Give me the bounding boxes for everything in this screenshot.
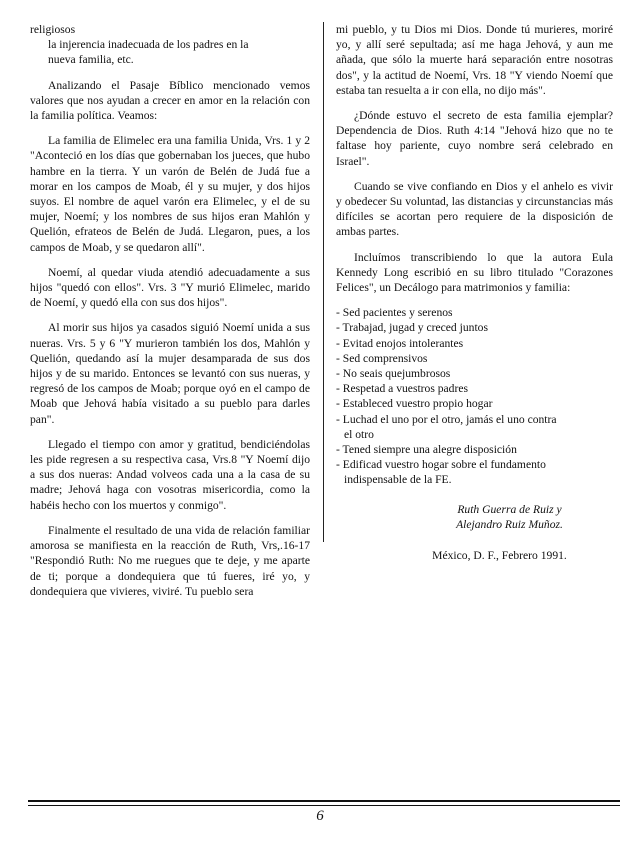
paragraph: ¿Dónde estuvo el secreto de esta familia ejemplar? Dependencia de Dios. Ruth 4:14 "Jehová hizo que no te faltase hoy pariente, cuyo nombre será celebrado en Israel". bbox=[336, 109, 613, 168]
signature-line: Ruth Guerra de Ruiz y bbox=[457, 502, 562, 516]
signature bbox=[406, 502, 613, 532]
column-divider bbox=[323, 22, 324, 542]
list-item bbox=[336, 320, 613, 335]
place-date: México, D. F., Febrero 1991. bbox=[432, 548, 567, 562]
intro-line: religiosos bbox=[30, 23, 76, 36]
page-number: 6 bbox=[316, 808, 324, 824]
list-item bbox=[336, 351, 613, 366]
list-item bbox=[336, 412, 613, 442]
paragraph: Cuando se vive confiando en Dios y el anhelo es vivir y obedecer Su voluntad, las distancias y circunstancias más difíciles se acortan pero requiere de la disposición de ambas partes. bbox=[336, 179, 613, 239]
list-item bbox=[336, 336, 613, 351]
list-item bbox=[336, 366, 613, 381]
list-item-text: - Edificad vuestro hogar sobre el fundamento bbox=[336, 458, 546, 472]
paragraph: Al morir sus hijos ya casados siguió Noemí unida a sus nueras. Vrs. 5 y 6 "Y murieron también los dos, Mahlón y Quelión, quedando así la mujer desamparada de sus dos hijos y de su marido. Entonces se levantó con sus nueras, y regresó de los campos de Moab; porque oyó en el campo de Moab que Jehová había visitado a su pueblo para darles pan". bbox=[30, 321, 310, 426]
list-item bbox=[336, 442, 613, 457]
list-item-text: - Tened siempre una alegre disposición bbox=[336, 443, 517, 457]
decalogue-list bbox=[336, 305, 613, 487]
list-item-text: - Sed pacientes y serenos bbox=[336, 306, 453, 320]
intro-line: nueva familia, etc. bbox=[48, 53, 134, 67]
list-item bbox=[336, 305, 613, 320]
list-item bbox=[336, 396, 613, 411]
list-item-text: - No seais quejumbrosos bbox=[336, 367, 451, 381]
intro-lines bbox=[30, 22, 310, 68]
footer-rule-thin bbox=[28, 805, 620, 806]
paragraph: mi pueblo, y tu Dios mi Dios. Donde tú murieres, moriré yo, y allí seré sepultada; así me haga Jehová, y aun me añada, que sólo la muerte hará separación entre nosotras dos", y la actitud de Noemí, Vrs. 18 "Y viendo Noemí que estaba tan resuelta a ir con ella, no dijo más". bbox=[336, 23, 613, 97]
paragraph: La familia de Elimelec era una familia Unida, Vrs. 1 y 2 "Aconteció en los días que gobernaban los jueces, que hubo hambre en la tierra. Y un varón de Belén de Judá fue a morar en los campos de Moab, él y su mujer, y dos hijos suyos. El nombre de aquel varón era Elimelec, y el de su mujer, Noemí; y los nombres de sus hijos eran Mahlón y Quelión, efrateos de Belén de Judá. Llegaron, pues, a los campos de Moab, y se quedaron allí". bbox=[30, 134, 310, 254]
list-item-text: - Respetad a vuestros padres bbox=[336, 382, 468, 396]
left-column bbox=[30, 22, 310, 609]
footer-rule-thick bbox=[28, 800, 620, 802]
paragraph: Finalmente el resultado de una vida de relación familiar amorosa se manifiesta en la reacción de Ruth, Vrs,.16-17 "Respondió Ruth: No me ruegues que te deje, y me aparte de ti; porque a dondequiera que tú fueres, iré yo, y dondequiera que vivieres, viviré. Tu pueblo sera bbox=[30, 523, 310, 598]
paragraph: Analizando el Pasaje Bíblico mencionado vemos valores que nos ayudan a crecer en amor en la relación con la familia política. Veamos: bbox=[30, 78, 310, 123]
signature-line: Alejandro Ruiz Muñoz. bbox=[456, 517, 563, 531]
paragraph: Incluímos transcribiendo lo que la autora Eula Kennedy Long escribió en su libro titulado "Corazones Felices", un Decálogo para matrimonios y familia: bbox=[336, 250, 613, 295]
right-column bbox=[336, 22, 613, 563]
list-item bbox=[336, 457, 613, 487]
list-item-text: - Sed comprensivos bbox=[336, 351, 428, 365]
list-item-continuation: el otro bbox=[344, 427, 374, 441]
list-item bbox=[336, 381, 613, 396]
paragraph: Noemí, al quedar viuda atendió adecuadamente a sus hijos "quedó con ellos". Vrs. 3 "Y murió Elimelec, marido de Noemí, y quedó ella con sus dos hijos". bbox=[30, 265, 310, 310]
list-item-text: - Luchad el uno por el otro, jamás el uno contra bbox=[336, 412, 557, 426]
intro-line: la injerencia inadecuada de los padres en la bbox=[48, 38, 249, 52]
paragraph: Llegado el tiempo con amor y gratitud, bendiciéndolas les pide regresen a su respectiva casa, Vrs.8 "Y Noemí dijo a sus dos nueras: Andad volveos cada una a la casa de su madre; Jehová haga con vosotras misericordia, como la habéis hecho con los muertos y conmigo". bbox=[30, 437, 310, 512]
list-item-text: - Estableced vuestro propio hogar bbox=[336, 397, 493, 411]
list-item-text: - Trabajad, jugad y creced juntos bbox=[336, 321, 488, 335]
list-item-text: - Evitad enojos intolerantes bbox=[336, 336, 464, 350]
list-item-continuation: indispensable de la FE. bbox=[344, 473, 452, 487]
